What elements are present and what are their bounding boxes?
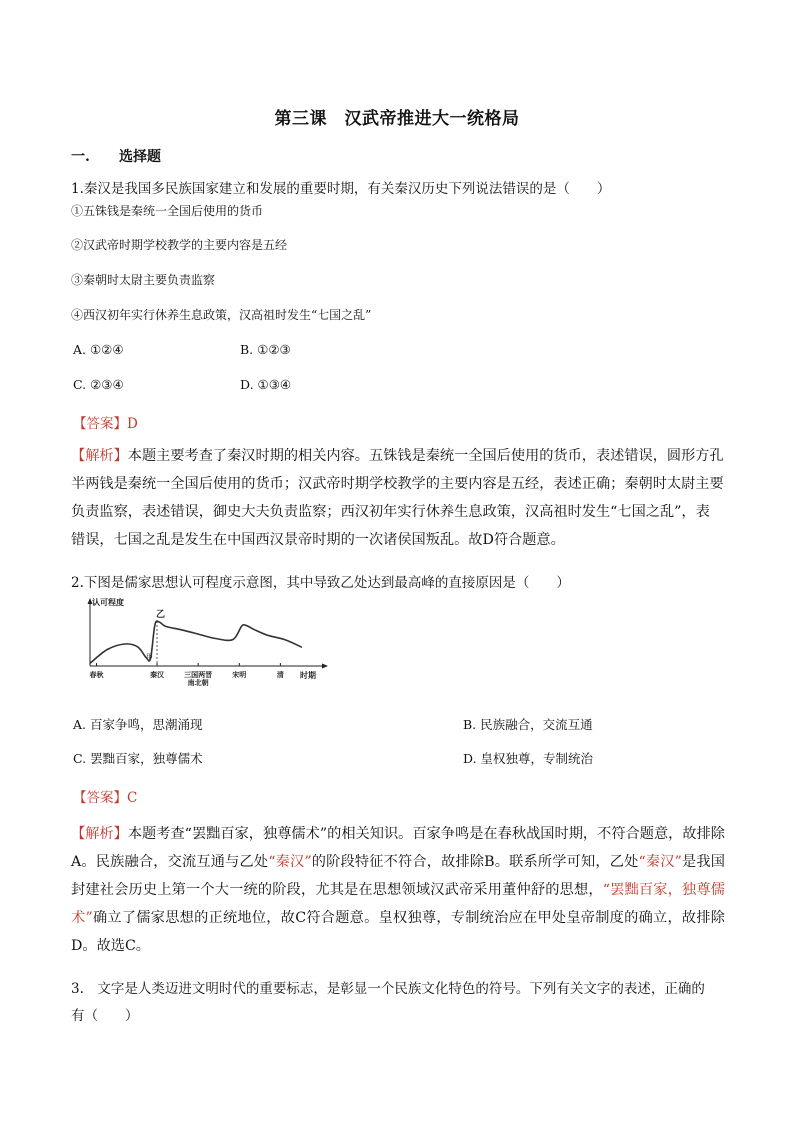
q1-stem: 1.秦汉是我国多民族国家建立和发展的重要时期，有关秦汉历史下列说法错误的是（ ） (71, 181, 611, 197)
section-label: 选择题 (119, 149, 161, 165)
q2-option-a: A. 百家争鸣，思潮涌现 (73, 717, 203, 732)
section-heading (71, 146, 161, 166)
page-title: 第三课 汉武帝推进大一统格局 (274, 109, 520, 129)
q3-stem-line-1: 3. 文字是人类迈进文明时代的重要标志，是彰显一个民族文化特色的符号。下列有关文字的表述，正确的 (71, 981, 705, 997)
q1-option-d: D. ①③④ (240, 377, 292, 392)
q1-analysis-line-1: 【解析】本题主要考查了秦汉时期的相关内容。五铢钱是秦统一全国后使用的货币，表述错误，圆形方孔 (71, 448, 724, 464)
q2-analysis-part-6: “罢黜百家，独尊儒术” (71, 882, 725, 926)
q2-analysis-part-3: 的阶段特征不符合，故排除B。联系所学可知，乙处 (311, 854, 639, 870)
q1-item-3: ③秦朝时太尉主要负责监察 (71, 273, 216, 287)
q1-analysis-tag: 【解析】 (71, 448, 128, 464)
q1-answer (73, 412, 138, 432)
x-tick-label: 秦汉 (150, 671, 165, 679)
q2-analysis-part-5: 是我国封建社会历史上第一个大一统的阶段，尤其是在思想领域汉武帝采用董仲舒的思想， (71, 854, 725, 898)
x-tick-label: 清 (276, 671, 284, 679)
q1-option-a: A. ①②④ (73, 342, 124, 357)
q1-item-4: ④西汉初年实行休养生息政策，汉高祖时发生“七国之乱” (71, 308, 372, 322)
annotation-yi: 乙 (156, 610, 166, 620)
q2-analysis-part-2: “秦汉” (268, 854, 312, 870)
q2-analysis-part-7: 确立了儒家思想的正统地位，故C符合题意。皇权独尊，专制统治应在甲处皇帝制度的确立，故排除D。故选C。 (71, 910, 725, 954)
x-axis (90, 664, 328, 669)
section-number: 一. (71, 149, 90, 165)
q2-answer (73, 786, 137, 806)
x-axis-label: 时期 (300, 671, 316, 680)
q1-answer-tag: 【答案】 (73, 416, 127, 432)
q1-analysis-line-3: 负责监察，表述错误，御史大夫负责监察；西汉初年实行休养生息政策，汉高祖时发生“七国之乱”，表 (71, 504, 710, 520)
annotation-jia: 甲 (146, 653, 153, 661)
x-tick-label: 春秋 (89, 671, 104, 679)
q1-answer-value: D (127, 416, 138, 432)
y-axis (88, 598, 93, 666)
q1-analysis (71, 442, 725, 554)
q1-option-b: B. ①②③ (240, 342, 291, 357)
q2-answer-tag: 【答案】 (73, 790, 127, 806)
y-axis-label: 认可程度 (92, 598, 124, 607)
q2-analysis-part-4: “秦汉” (638, 854, 682, 870)
x-tick-label-line2: 南北朝 (187, 679, 209, 686)
series-line (90, 621, 302, 663)
x-tick-label: 宋明 (232, 671, 247, 679)
recognition-chart (78, 596, 338, 686)
q2-analysis-tag: 【解析】 (71, 826, 128, 842)
q2-answer-value: C (127, 790, 138, 806)
q3-stem-line-2: 有（ ） (71, 1008, 139, 1024)
q1-analysis-line-2: 半两钱是秦统一全国后使用的货币；汉武帝时期学校教学的主要内容是五经，表述正确；秦朝时太尉主要 (71, 476, 724, 492)
q2-analysis (71, 820, 725, 960)
q1-item-2: ②汉武帝时期学校教学的主要内容是五经 (71, 238, 288, 252)
x-tick-label: 三国两晋 (184, 671, 213, 679)
q2-analysis-part-1: 本题考查“罢黜百家，独尊儒术”的相关知识。百家争鸣是在春秋战国时期，不符合题意，故排除A。民族融合，交流互通与乙处 (71, 826, 725, 870)
q2-option-d: D. 皇权独尊，专制统治 (463, 751, 594, 766)
q2-option-c: C. 罢黜百家，独尊儒术 (73, 751, 203, 766)
q1-analysis-line-4: 错误，七国之乱是发生在中国西汉景帝时期的一次诸侯国叛乱。故D符合题意。 (71, 532, 565, 548)
q1-option-c: C. ②③④ (73, 377, 124, 392)
q1-item-1: ①五铢钱是秦统一全国后使用的货币 (71, 204, 264, 218)
q2-option-b: B. 民族融合，交流互通 (463, 717, 593, 732)
q2-stem: 2.下图是儒家思想认可程度示意图，其中导致乙处达到最高峰的直接原因是（ ） (71, 575, 570, 591)
